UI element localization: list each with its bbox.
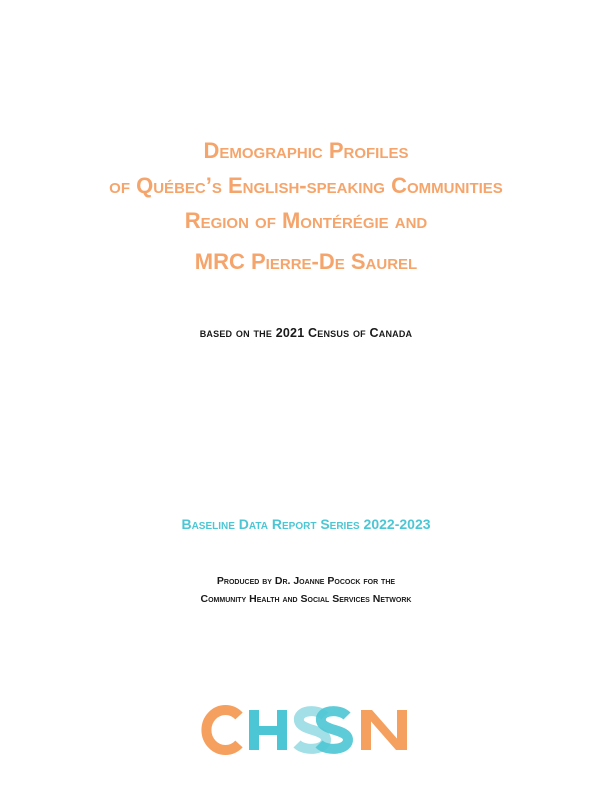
census-subtitle: based on the 2021 Census of Canada — [199, 326, 413, 340]
title-line-3: Region of Montérégie and — [184, 208, 428, 233]
chssn-logo — [201, 704, 413, 756]
logo-letter-s-2 — [319, 711, 348, 749]
title-line-4: MRC Pierre-De Saurel — [194, 249, 418, 274]
title-line-2: of Québec’s English-speaking Communities — [109, 173, 503, 198]
logo-letter-c-1 — [206, 710, 239, 750]
produced-by-line-1: Produced by Dr. Joanne Pocock for the — [216, 575, 396, 587]
report-series: Baseline Data Report Series 2022-2023 — [181, 516, 431, 532]
logo-letter-n-right — [397, 710, 407, 750]
produced-by-line-2: Community Health and Social Services Network — [200, 593, 412, 605]
report-title — [0, 133, 612, 279]
title-line-1: Demographic Profiles — [203, 138, 409, 163]
produced-by-credit — [0, 572, 612, 608]
logo-letter-h-bar — [249, 726, 287, 735]
